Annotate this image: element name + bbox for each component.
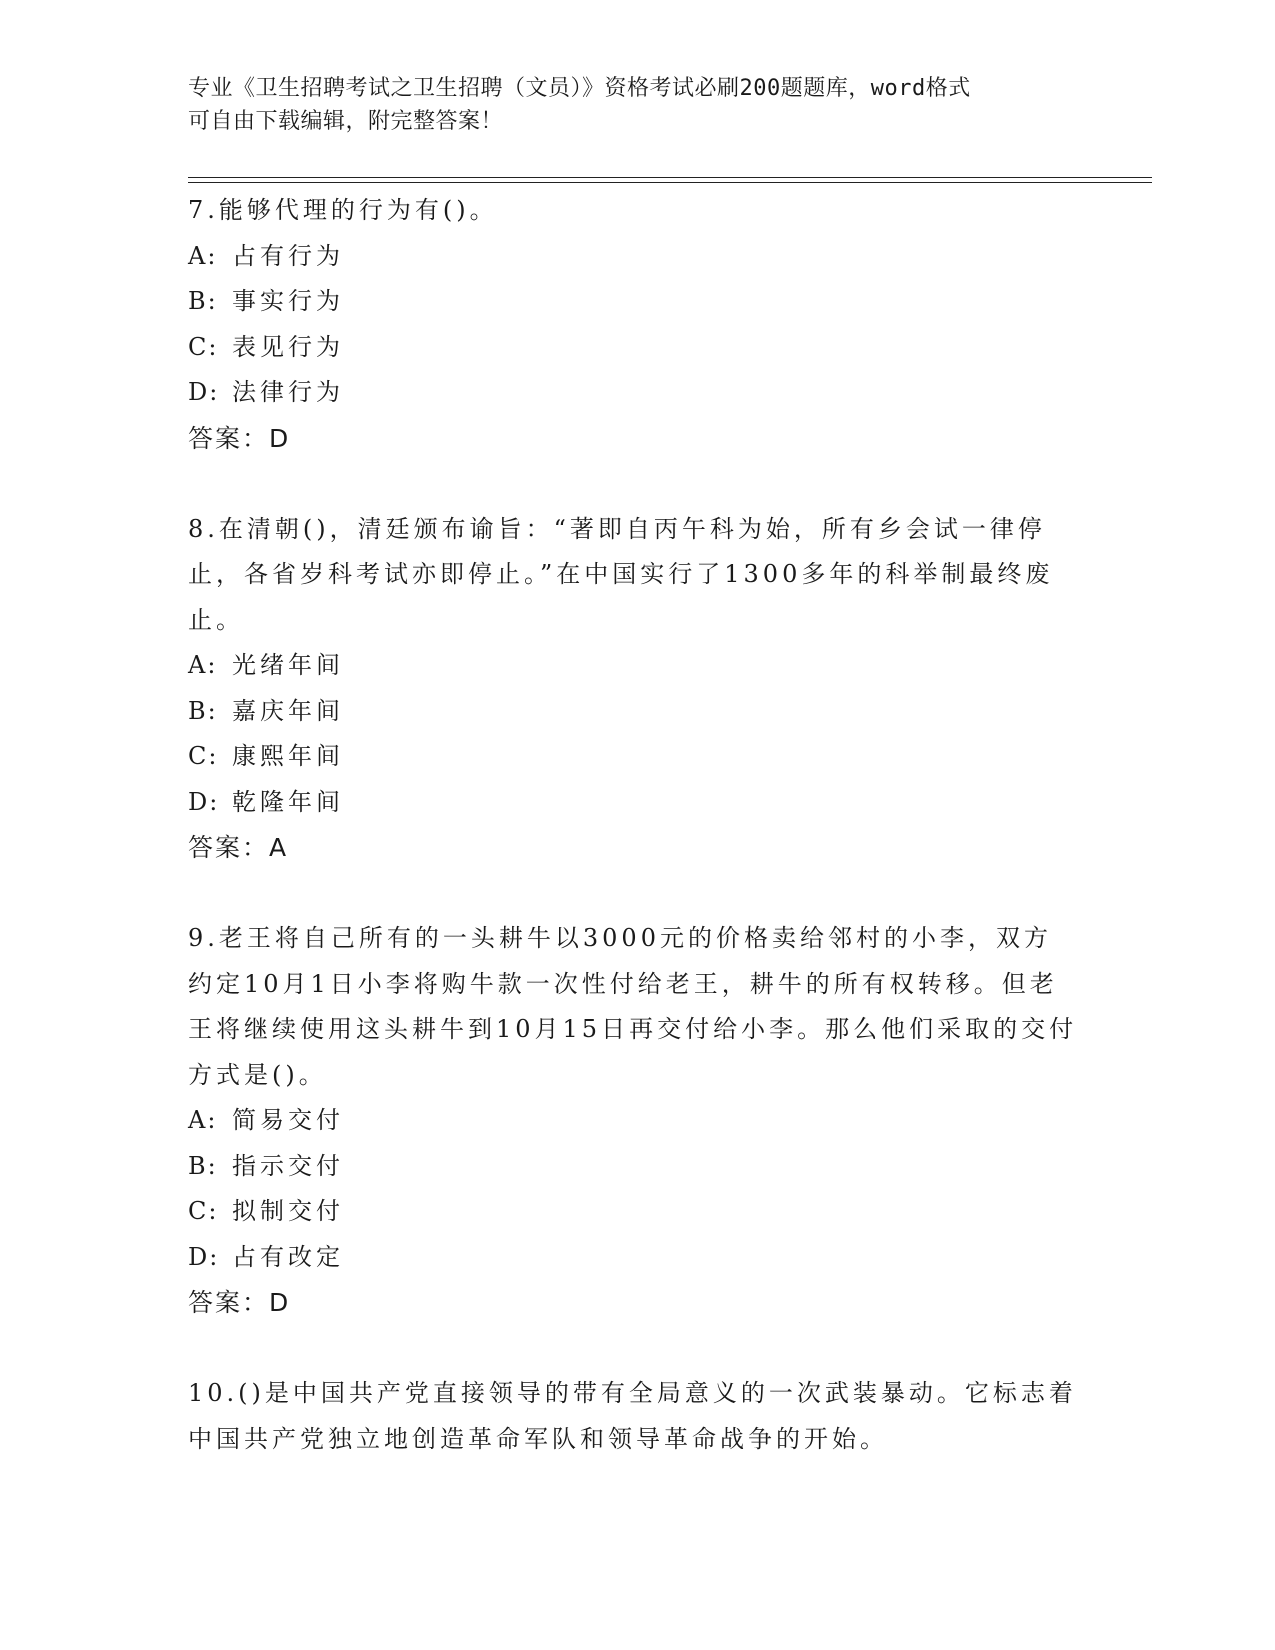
option-key: B: bbox=[188, 287, 218, 315]
option-text: 法律行为 bbox=[232, 378, 344, 406]
option-text: 占有行为 bbox=[232, 241, 344, 270]
question-stem: 9.老王将自己所有的一头耕牛以3000元的价格卖给邻村的小李，双方约定10月1日小李将购牛款一次性付给老王，耕牛的所有权转移。但老王将继续使用这头耕牛到10月15日再交付给小李。那么他们采取的交付方式是()。 bbox=[188, 924, 1078, 1089]
option-text: 表见行为 bbox=[232, 332, 344, 361]
option-key: A: bbox=[188, 241, 218, 270]
option-b bbox=[188, 279, 1078, 325]
header-divider-bottom bbox=[188, 182, 1152, 183]
option-text: 指示交付 bbox=[232, 1151, 344, 1180]
option-c bbox=[188, 1189, 1078, 1235]
answer-value: D bbox=[269, 1288, 291, 1317]
document-header bbox=[188, 72, 1068, 138]
option-text: 简易交付 bbox=[232, 1106, 344, 1134]
question-stem: 7.能够代理的行为有()。 bbox=[188, 196, 498, 224]
question-7 bbox=[188, 188, 1078, 461]
answer-value: A bbox=[269, 833, 289, 862]
option-text: 康熙年间 bbox=[232, 742, 344, 770]
question-stem: 10.()是中国共产党直接领导的带有全局意义的一次武装暴动。它标志着中国共产党独立地创造革命军队和领导革命战争的开始。 bbox=[188, 1379, 1077, 1453]
option-key: D: bbox=[188, 378, 220, 406]
header-line-1: 专业《卫生招聘考试之卫生招聘（文员）》资格考试必刷200题题库，word格式 bbox=[188, 76, 971, 101]
option-b bbox=[188, 689, 1078, 735]
option-key: B: bbox=[188, 696, 218, 725]
header-line-2: 可自由下载编辑，附完整答案！ bbox=[188, 109, 504, 134]
header-divider-top bbox=[188, 177, 1152, 178]
question-8 bbox=[188, 507, 1078, 871]
option-key: C: bbox=[188, 742, 219, 770]
question-list bbox=[188, 188, 1078, 1462]
option-c bbox=[188, 734, 1078, 780]
question-spacer bbox=[188, 871, 1078, 917]
option-a bbox=[188, 1098, 1078, 1144]
option-text: 光绪年间 bbox=[232, 651, 344, 679]
question-9 bbox=[188, 916, 1078, 1326]
option-text: 乾隆年间 bbox=[232, 787, 344, 816]
question-stem: 8.在清朝()，清廷颁布谕旨：“著即自丙午科为始，所有乡会试一律停止，各省岁科考试亦即停止。”在中国实行了1300多年的科举制最终废止。 bbox=[188, 514, 1054, 634]
option-key: A: bbox=[188, 1106, 218, 1134]
option-key: D: bbox=[188, 787, 220, 816]
answer-line bbox=[188, 825, 1078, 871]
answer-line bbox=[188, 1280, 1078, 1326]
option-a bbox=[188, 234, 1078, 280]
question-10 bbox=[188, 1371, 1078, 1462]
question-spacer bbox=[188, 461, 1078, 507]
option-key: B: bbox=[188, 1151, 218, 1180]
question-spacer bbox=[188, 1326, 1078, 1372]
option-c bbox=[188, 325, 1078, 371]
option-key: C: bbox=[188, 332, 219, 361]
option-text: 占有改定 bbox=[232, 1242, 344, 1271]
option-d bbox=[188, 370, 1078, 416]
option-key: C: bbox=[188, 1197, 219, 1225]
option-b bbox=[188, 1144, 1078, 1190]
option-key: A: bbox=[188, 651, 218, 679]
answer-label: 答案： bbox=[188, 423, 270, 453]
answer-label: 答案： bbox=[188, 1288, 270, 1317]
option-a bbox=[188, 643, 1078, 689]
answer-value: D bbox=[269, 423, 291, 453]
option-text: 嘉庆年间 bbox=[232, 696, 344, 725]
option-d bbox=[188, 1235, 1078, 1281]
option-text: 事实行为 bbox=[232, 287, 344, 315]
option-d bbox=[188, 780, 1078, 826]
answer-line bbox=[188, 416, 1078, 462]
option-text: 拟制交付 bbox=[232, 1197, 344, 1225]
option-key: D: bbox=[188, 1242, 220, 1271]
answer-label: 答案： bbox=[188, 833, 270, 862]
